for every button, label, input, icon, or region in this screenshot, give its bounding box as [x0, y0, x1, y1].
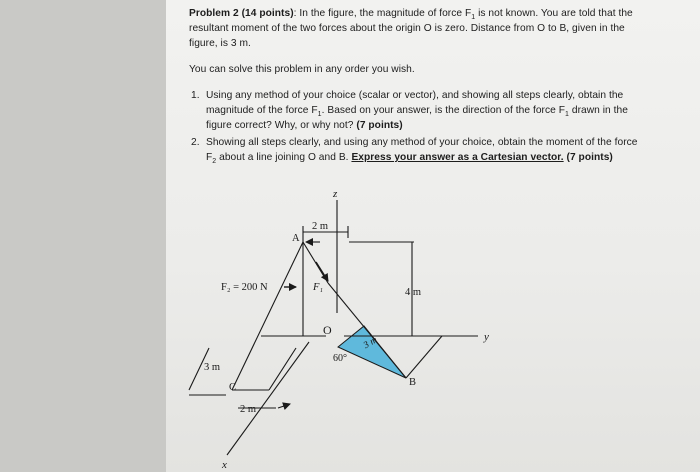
label-60deg: 60°: [333, 353, 347, 364]
q2-line-2-sub: 2: [212, 158, 217, 166]
label-a: A: [292, 233, 300, 244]
q1-line-2-sub: 1: [317, 111, 322, 119]
problem-line-1-text: : In the figure, the magnitude of force F: [293, 8, 472, 19]
q1-line-2a: magnitude of the force F: [206, 105, 318, 116]
label-3m-ob: 3 m: [362, 335, 380, 352]
label-c: C: [229, 382, 237, 393]
q1-number: 1.: [191, 90, 200, 101]
label-x: x: [222, 459, 227, 471]
problem-line-1-end: is not known. You are told that the: [475, 8, 633, 19]
problem-line-3: figure, is 3 m.: [189, 38, 251, 49]
label-o: O: [323, 323, 332, 337]
dim-2m-bottom-arrow: [278, 404, 290, 408]
q2-points: (7 points): [563, 152, 613, 163]
problem-line-1-sub: 1: [471, 14, 476, 22]
q1-line-1: Using any method of your choice (scalar or vector), and showing all steps clearly, obtain the: [206, 90, 624, 101]
base-c-diag: [269, 348, 296, 390]
label-z: z: [333, 188, 338, 200]
label-3m-left: 3 m: [204, 362, 221, 373]
problem-line-2: resultant moment of the two forces about the origin O is zero. Distance from O to B, given in the: [189, 23, 625, 34]
q2-line-2b: about a line joining O and B.: [216, 152, 352, 163]
label-b: B: [409, 377, 417, 388]
b-right-edge: [406, 336, 442, 378]
problem-header: Problem 2 (14 points): [189, 8, 294, 19]
problem-page: [166, 0, 700, 472]
intro-text: You can solve this problem in any order you wish.: [189, 64, 415, 75]
q1-line-3-text: figure correct? Why, or why not?: [206, 120, 357, 131]
label-2m-top: 2 m: [312, 221, 329, 232]
q2-line-2a: F: [206, 152, 213, 163]
label-y: y: [484, 331, 489, 343]
label-f1: F₁: [313, 282, 324, 293]
f2-line-of-action: [232, 242, 303, 390]
x-axis-line: [227, 342, 309, 455]
q2-number: 2.: [191, 137, 200, 148]
q2-emphasis: Express your answer as a Cartesian vector.: [351, 152, 564, 163]
label-4m: 4 m: [405, 287, 422, 298]
label-f2: F₂ = 200 N: [221, 282, 268, 293]
shaded-triangle: [338, 326, 406, 378]
q2-line-1: Showing all steps clearly, and using any method of your choice, obtain the moment of the force: [206, 137, 638, 148]
q1-line-2-sub2: 1: [565, 111, 569, 119]
label-2m-bottom: 2 m: [240, 404, 257, 415]
f1-arrow: [316, 262, 328, 281]
q1-line-2c: drawn in the: [568, 105, 628, 116]
force-diagram: [166, 0, 700, 472]
q1-line-2b: . Based on your answer, is the direction of the force F: [321, 105, 566, 116]
q1-points: (7 points): [356, 120, 403, 131]
